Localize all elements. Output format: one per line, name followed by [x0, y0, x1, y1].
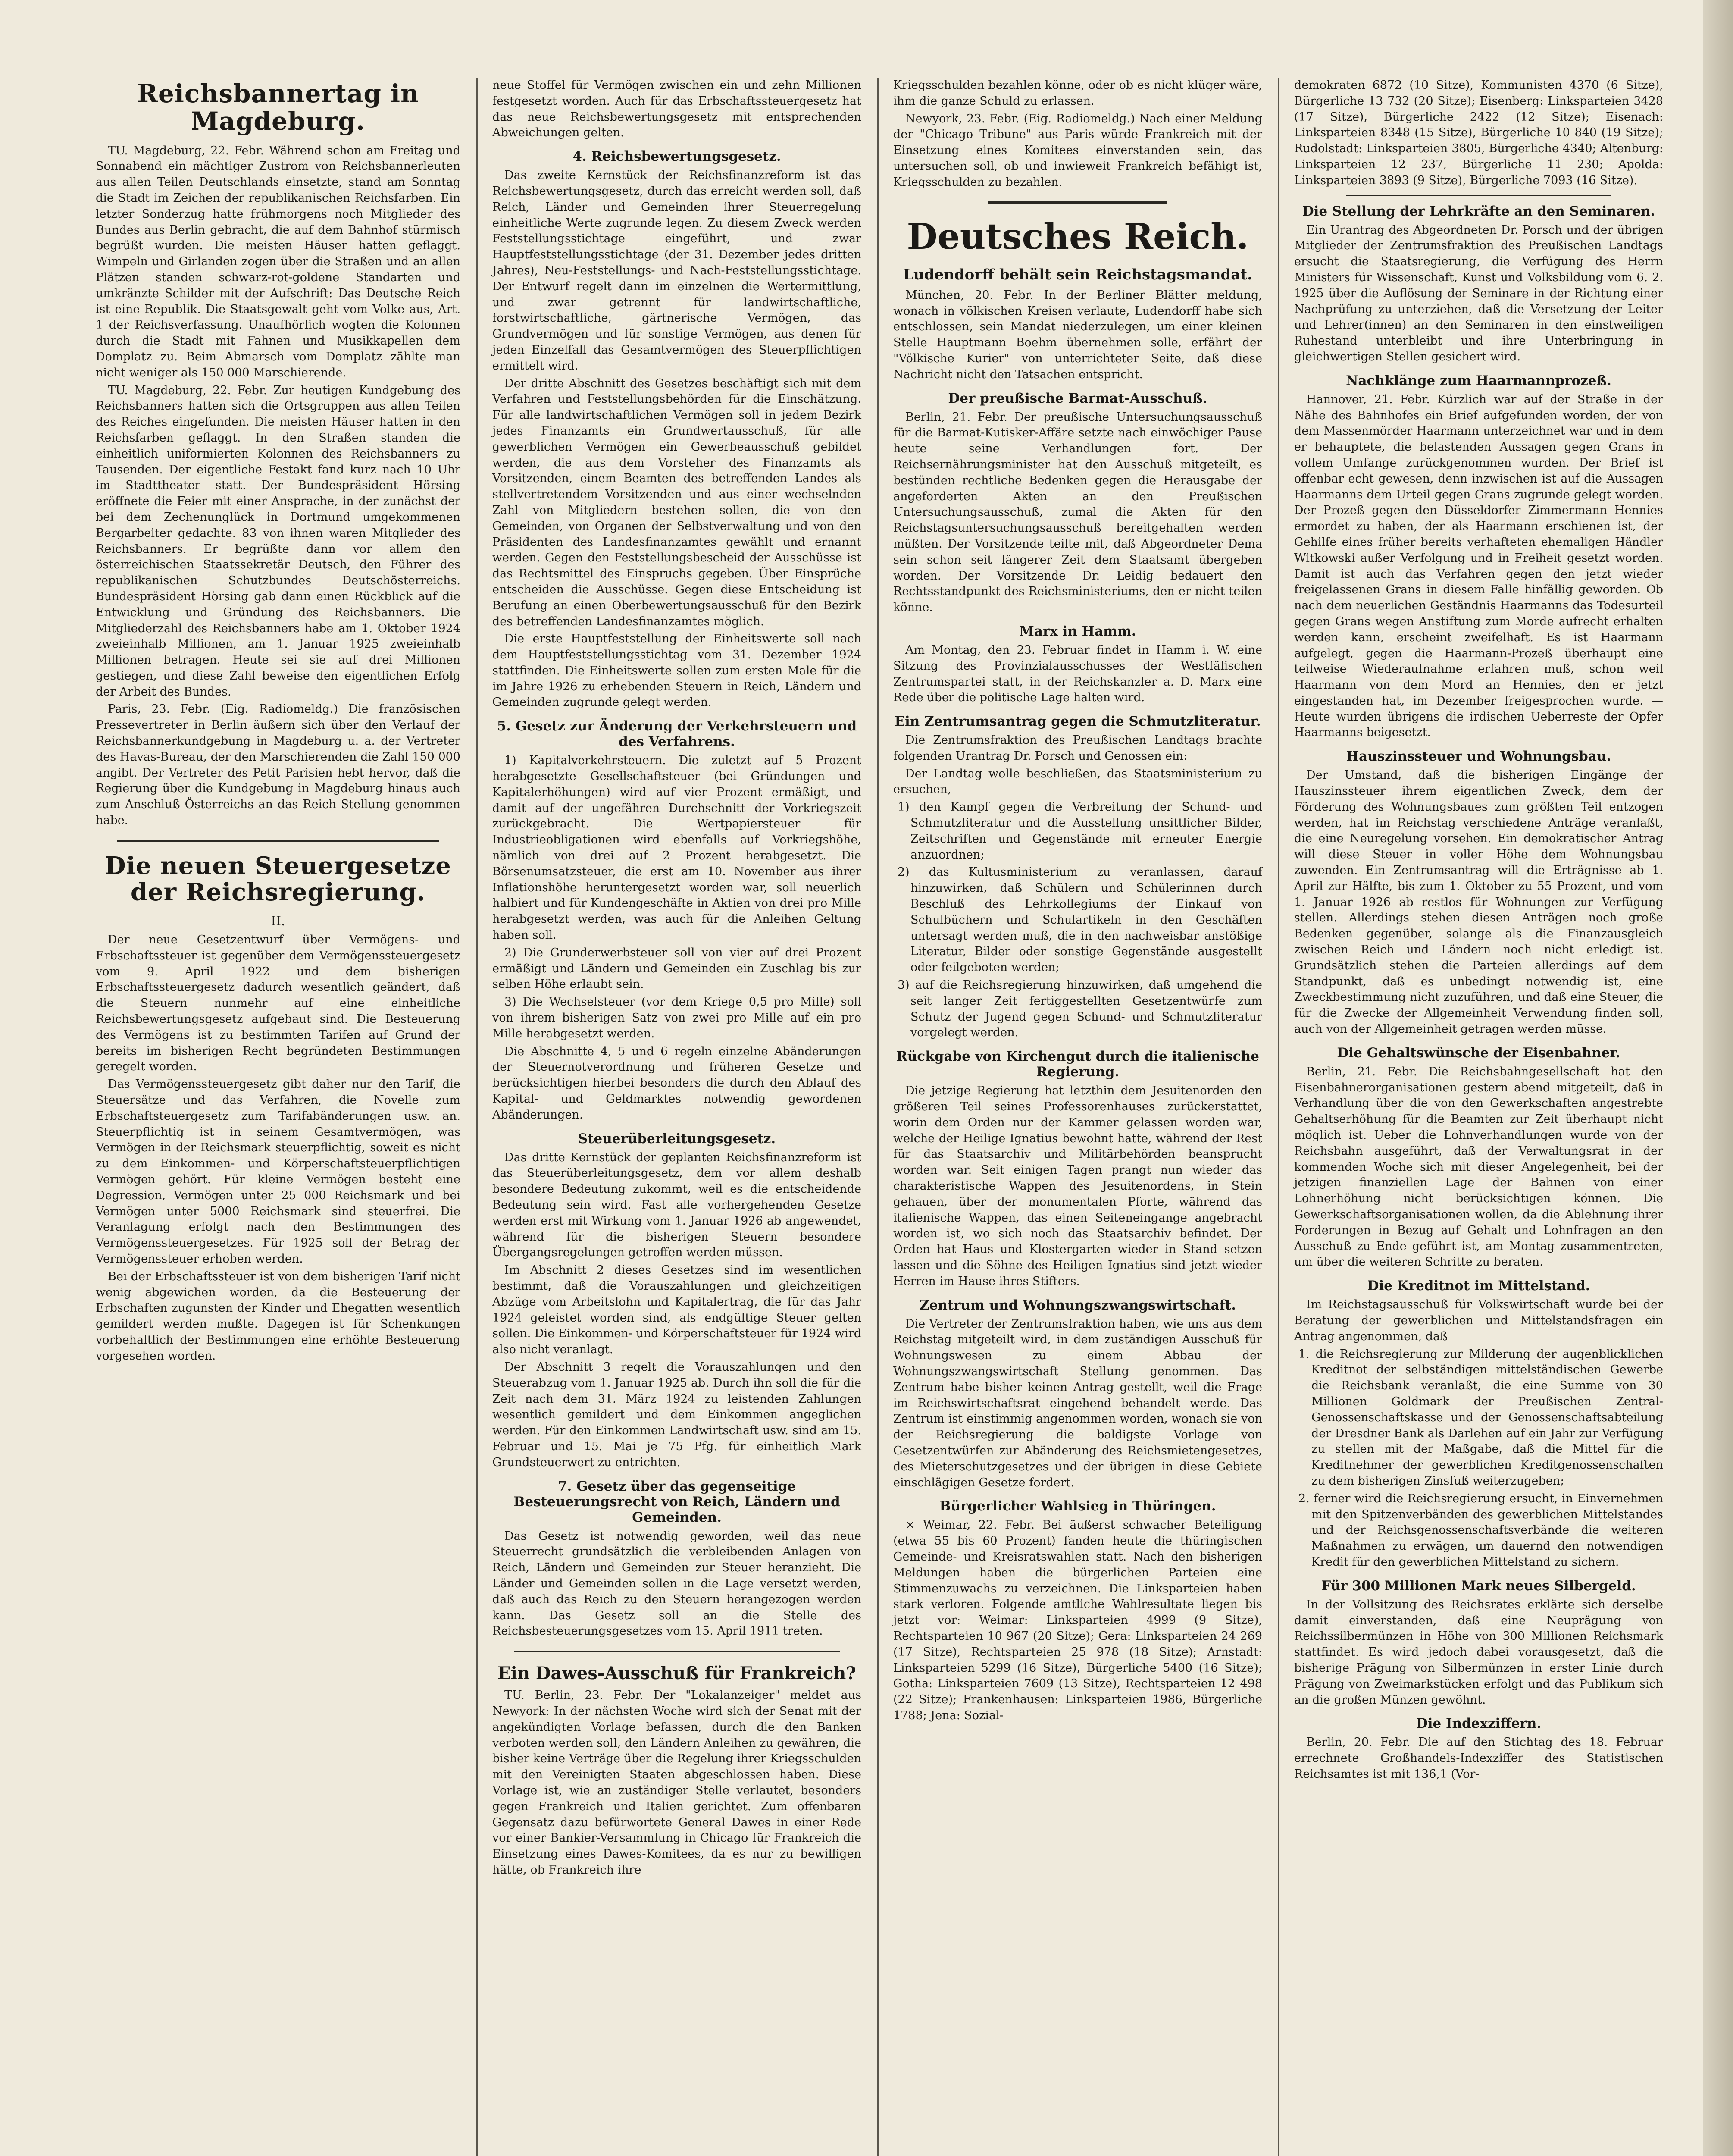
article-paragraph: Der Abschnitt 3 regelt die Vorauszahlungen und den Steuerabzug vom 1. Januar 1925 ab. Durch ihn soll die für die Zeit nach dem 31. März 1924 zu leistenden Zahlungen wesentlich gemildert und dem Einkommen angeglichen werden. Für den Einkommen Landwirtschaft usw. sind am 15. Februar und 15. Mai je 75 Pfg. für einheitlich Mark Grundsteuerwert zu entrichten. [492, 1360, 861, 1469]
section-divider [988, 201, 1167, 204]
section-heading: Nachklänge zum Haarmannprozeß. [1346, 373, 1611, 389]
section-heading: Die Gehaltswünsche der Eisenbahner. [1337, 1045, 1620, 1061]
article-headline: Ein Dawes-Ausschuß für Frankreich? [497, 1663, 856, 1684]
section-heading: 4. Reichsbewertungsgesetz. [572, 149, 781, 165]
article-paragraph: Das Gesetz ist notwendig geworden, weil das neue Steuerrecht grundsätzlich die verbleibenden Anlagen von Reich, Ländern und Gemeinden zur Steuer heranzieht. Die Länder und Gemeinden sollen in die Lage versetzt werden, daß auch das Reich zu den Steuern herangezogen werden kann. Das Gesetz soll an die Stelle des Reichsbesteuerungsgesetzes vom 15. April 1911 treten. [492, 1529, 861, 1638]
page-edge-shadow [1703, 0, 1733, 2156]
list-item: 1. die Reichsregierung zur Milderung der augenblicklichen Kreditnot der selbständigen mittelständischen Gewerbe die Reichsbank veranlaßt, die eine Summe von 30 Millionen Goldmark der Preußischen Zentral-Genossenschaftskasse und der Genossenschaftsabteilung der Dresdner Bank als Darlehen auf ein Jahr zur Verfügung zu stellen mit der Maßgabe, daß die Mittel für die Kreditnehmer der gewerblichen Kreditgenossenschaften zu dem bisherigen Zinsfuß weiterzugeben; [1298, 1347, 1663, 1488]
section-heading: Die Indexziffern. [1416, 1716, 1542, 1732]
article-paragraph: Der neue Gesetzentwurf über Vermögens- und Erbschaftssteuer ist gegenüber dem Vermögenssteuergesetz vom 9. April 1922 und dem bisherigen Erbschaftssteuergesetz dadurch wesentlich geändert, daß die Steuern nunmehr auf eine einheitliche Reichsbewertungsgesetz aufgebaut sind. Die Besteuerung des Vermögens ist zu bestimmten Tarifen auf Grund der bereits im bisherigen Recht begründeten Bestimmungen geregelt worden. [96, 933, 460, 1074]
article-paragraph: Die Zentrumsfraktion des Preußischen Landtags brachte folgenden Urantrag Dr. Porsch und Genossen ein: [893, 733, 1262, 763]
column-rule [877, 78, 879, 2156]
article-paragraph: 3) Die Wechselsteuer (vor dem Kriege 0,5 pro Mille) soll von ihrem bisherigen Satz von zwei pro Mille auf ein pro Mille herabgesetzt werden. [492, 995, 861, 1040]
section-heading: Hauszinssteuer und Wohnungsbau. [1346, 749, 1611, 765]
section-heading: Für 300 Millionen Mark neues Silbergeld. [1321, 1578, 1636, 1594]
article-paragraph: neue Stoffel für Vermögen zwischen ein und zehn Millionen festgesetzt worden. Auch für das Erbschaftssteuergesetz hat das neue Reichsbewertungsgesetz mit entsprechenden Abweichungen gelten. [492, 78, 861, 140]
article-paragraph: Die Vertreter der Zentrumsfraktion haben, wie uns aus dem Reichstag mitgeteilt wird, in dem zuständigen Ausschuß für Wohnungswesen zu einem Abbau der Wohnungszwangswirtschaft Stellung genommen. Das Zentrum habe bisher keinen Antrag gestellt, weil die Frage im Reichswirtschaftsrat eingehend behandelt werde. Das Zentrum ist einstimmig angenommen worden, wonach sie von der Reichsregierung die baldigste Vorlage von Gesetzentwürfen zur Abänderung des Reichsmietengesetzes, des Mieterschutzgesetzes und der übrigen in diese Gebiete einschlägigen Gesetze fordert. [893, 1317, 1262, 1489]
section-heading: Zentrum und Wohnungszwangswirtschaft. [919, 1297, 1236, 1313]
article-paragraph: Am Montag, den 23. Februar findet in Hamm i. W. eine Sitzung des Provinzialausschusses der Westfälischen Zentrumspartei statt, in der Reichskanzler a. D. Marx eine Rede über die politische Lage halten wird. [893, 643, 1262, 705]
column-3 [884, 78, 1272, 2156]
article-headline: Die neuen Steuergesetze der Reichsregierung. [105, 851, 451, 907]
article-paragraph: Hannover, 21. Febr. Kürzlich war auf der Straße in der Nähe des Bahnhofes ein Brief aufgefunden worden, der von dem Massenmörder Haarmann unterzeichnet war und in dem er behauptete, die belastenden Aussagen gegen Grans in vollem Umfange zurückgenommen wurden. Der Brief ist offenbar echt gewesen, denn inzwischen ist auf die Aussagen Haarmanns dem Urteil gegen Grans zugrunde gelegt worden. Der Prozeß gegen den Düsseldorfer Zimmermann Hennies ermordet zu haben, der als Haarmann erschienen ist, der Gehilfe eines früher bereits verhafteten ehemaligen Händler Witkowski außer Verfolgung und in Freiheit gesetzt worden. Damit ist auch das Verfahren gegen den jetzt wieder freigelassenen Grans in diesem Falle hinfällig geworden. Ob nach dem neuerlichen Geständnis Haarmanns das Todesurteil gegen Grans wegen Anstiftung zum Morde aufrecht erhalten werden kann, erscheint zweifelhaft. Es ist Haarmann aufgelegt, gegen die Haarmann-Prozeß überhaupt eine teilweise Wiederaufnahme erfahren muß, schon weil Haarmann von dem Mord an Hennies, den er jetzt eingestanden hat, im Dezember freigesprochen wurde. — Heute wurden übrigens die irdischen Ueberreste der Opfer Haarmanns beigesetzt. [1294, 392, 1663, 740]
motion-list [893, 799, 1262, 1041]
section-heading: 5. Gesetz zur Änderung der Verkehrsteuern und des Verfahrens. [497, 718, 857, 750]
section-heading: Rückgabe von Kirchengut durch die italienische Regierung. [896, 1049, 1259, 1080]
list-item: 2) das Kultusministerium zu veranlassen, darauf hinzuwirken, daß Schülern und Schülerinnen durch Beschluß des Lehrkollegiums der Einkauf von Schulbüchern und Schulartikeln in den Geschäften untersagt werden muß, die in den nachweisbar anstößige Literatur, Bilder oder sonstige Gegenstände ausgestellt oder feilgeboten werden; [898, 865, 1262, 975]
part-number: II. [271, 914, 285, 929]
section-heading: Steuerüberleitungsgesetz. [578, 1131, 776, 1147]
article-paragraph: Das dritte Kernstück der geplanten Reichsfinanzreform ist das Steuerüberleitungsgesetz, dem vor allem deshalb besondere Bedeutung zukommt, weil es die entscheidende Bedeutung sein wird. Fast alle vorhergehenden Gesetze werden erst mit Wirkung vom 1. Januar 1926 ab angewendet, während für die bisherigen Steuern besondere Übergangsregelungen getroffen werden müssen. [492, 1150, 861, 1260]
article-paragraph: demokraten 6872 (10 Sitze), Kommunisten 4370 (6 Sitze), Bürgerliche 13 732 (20 Sitze); Eisenberg: Linksparteien 3428 (17 Sitze), Bürgerliche 2422 (12 Sitze); Eisenach: Linksparteien 8348 (15 Sitze), Bürgerliche 10 840 (19 Sitze); Rudolstadt: Linksparteien 3805, Bürgerliche 4340; Altenburg: Linksparteien 12 237, Bürgerliche 11 230; Apolda: Linksparteien 3893 (9 Sitze), Bürgerliche 7093 (16 Sitze). [1294, 78, 1663, 187]
section-heading: Der preußische Barmat-Ausschuß. [948, 390, 1207, 406]
section-masthead: Deutsches Reich. [907, 216, 1249, 257]
section-heading: Die Kreditnot im Mittelstand. [1367, 1278, 1590, 1294]
article-paragraph: Berlin, 21. Febr. Der preußische Untersuchungsausschuß für die Barmat-Kutisker-Affäre setzte nach einwöchiger Pause heute seine Verhandlungen fort. Der Reichsernährungsminister hat den Ausschuß mitgeteilt, es bestünden rechtliche Bedenken gegen die Herausgabe der angeforderten Akten an den Preußischen Untersuchungsausschuß, zumal die Akten für den Reichstagsuntersuchungsausschuß bereitgehalten werden müßten. Der Vorsitzende teilte mit, daß Abgeordneter Dema sein schon seit längerer Zeit dem Staatsamt übergeben worden. Der Vorsitzende Dr. Leidig bedauert den Rechtsstandpunkt des Reichsministeriums, den er nicht teilen könne. [893, 410, 1262, 614]
article-paragraph: TU. Magdeburg, 22. Febr. Zur heutigen Kundgebung des Reichsbanners hatten sich die Ortsgruppen aus allen Teilen des Reiches eingefunden. Die meisten Häuser hatten in den Reichsfarben geflaggt. In den Straßen standen die einheitlich uniformierten Kolonnen des Reichsbanners zu Tausenden. Der eigentliche Festakt fand kurz nach 10 Uhr im Stadttheater statt. Der Bundespräsident Hörsing eröffnete die Feier mit einer Ansprache, in der zunächst der bei dem Zechenunglück in Dortmund umgekommenen Bergarbeiter gedachte. 83 von ihnen waren Mitglieder des Reichsbanners. Er begrüßte dann vor allem den österreichischen Staatssekretär Deutsch, den Führer des republikanischen Schutzbundes Deutschösterreichs. Bundespräsident Hörsing gab dann einen Rückblick auf die Entwicklung und Gründung des Reichsbanners. Die Mitgliederzahl des Reichsbanners habe am 1. Oktober 1924 zweieinhalb Millionen, am 1. Januar 1925 zweieinhalb Millionen betragen. Heute sei sie auf drei Millionen gestiegen, und diese Zahl beweise den eigentlichen Erfolg der Arbeit des Bundes. [96, 383, 460, 699]
column-2 [483, 78, 871, 2156]
article-paragraph: Newyork, 23. Febr. (Eig. Radiomeldg.) Nach einer Meldung der "Chicago Tribune" aus Paris würde Frankreich mit der Einsetzung eines Komitees einverstanden sein, das untersuchen soll, ob und inwieweit Frankreich befähigt ist, Kriegsschulden zu bezahlen. [893, 112, 1262, 189]
article-headline: Ludendorff behält sein Reichstagsmandat. [903, 266, 1252, 283]
article-paragraph: Kriegsschulden bezahlen könne, oder ob es nicht klüger wäre, ihm die ganze Schuld zu erlassen. [893, 78, 1262, 108]
section-divider [117, 840, 439, 842]
article-paragraph: Paris, 23. Febr. (Eig. Radiomeldg.) Die französischen Pressevertreter in Berlin äußern sich über den Verlauf der Reichsbannerkundgebung in Magdeburg u. a. der Vertreter des Havas-Bureau, der den Marschierenden die Zahl 150 000 angibt. Der Vertreter des Petit Parisien hebt hervor, daß die Regierung über die Kundgebung in Magdeburg hinaus auch zum Anschluß Österreichs an das Reich Stellung genommen habe. [96, 702, 460, 827]
article-paragraph: Das Vermögenssteuergesetz gibt daher nur den Tarif, die Steuersätze und das Verfahren, die Novelle zum Erbschaftsteuergesetz zum Tarifabänderungen usw. an. Steuerpflichtig ist in seinem Gesamtvermögen, was Vermögen in der Reichsmark steuerpflichtig, soweit es nicht zu dem Einkommen- und Körperschaftsteuerpflichtigen Vermögen gehört. Für kleine Vermögen besteht eine Degression, Vermögen unter 25 000 Reichsmark und bei Vermögen unter 5000 Reichsmark sind steuerfrei. Die Veranlagung erfolgt nach den Bestimmungen des Vermögenssteuergesetzes. Für 1925 soll der Betrag der Vermögenssteuer erhoben werden. [96, 1078, 460, 1266]
column-1 [86, 78, 470, 2156]
motion-list [1294, 1347, 1663, 1570]
article-paragraph: München, 20. Febr. In der Berliner Blätter meldung, wonach in völkischen Kreisen verlaute, Ludendorff habe sich entschlossen, sein Mandat niederzulegen, um einer kleinen Stelle Hauptmann Boehm übernehmen solle, erfährt der "Völkische Kurier" von unterrichteter Seite, daß diese Nachricht nicht den Tatsachen entspricht. [893, 288, 1262, 381]
article-paragraph: Bei der Erbschaftssteuer ist von dem bisherigen Tarif nicht wenig abgewichen worden, da die Besteuerung der Erbschaften zugunsten der Kinder und Ehegatten wesentlich gemildert werden mußte. Dagegen ist für Schenkungen vorbehaltlich der Bestimmungen eine erhöhte Besteuerung vorgesehen worden. [96, 1269, 460, 1363]
article-paragraph: × Weimar, 22. Febr. Bei äußerst schwacher Beteiligung (etwa 55 bis 60 Prozent) fanden heute die thüringischen Gemeinde- und Kreisratswahlen statt. Nach den bisherigen Meldungen haben die bürgerlichen Parteien eine Stimmenzuwachs zu verzeichnen. Die Linksparteien haben stark verloren. Folgende amtliche Wahlresultate liegen bis jetzt vor: Weimar: Linksparteien 4999 (9 Sitze), Rechtsparteien 10 967 (20 Sitze); Gera: Linksparteien 24 269 (17 Sitze), Rechtsparteien 25 978 (18 Sitze); Arnstadt: Linksparteien 5299 (16 Sitze), Bürgerliche 5400 (16 Sitze); Gotha: Linksparteien 7609 (13 Sitze), Rechtsparteien 12 498 (22 Sitze); Frankenhausen: Linksparteien 1986, Bürgerliche 1788; Jena: Sozial- [893, 1518, 1262, 1722]
article-paragraph: Die jetzige Regierung hat letzthin dem Jesuitenorden den größeren Teil seines Professorenhauses zurückerstattet, worin dem Orden nur der Kammer gelassen worden war, welche der Heilige Ignatius bewohnt hatte, während der Rest für das Staatsarchiv und Militärbehörden beansprucht worden war. Seit einigen Tagen prangt nun wieder das charakteristische Wappen des Jesuitenordens, in Stein gehauen, über der monumentalen Pforte, während das italienische Wappen, das einen Seiteneingange angebracht worden ist, wo sich noch das Staatsarchiv befindet. Der Orden hat Haus und Klostergarten wieder in Stand setzen lassen und die Söhne des Heiligen Ignatius sind jetzt wieder Herren im Hause ihres Stifters. [893, 1084, 1262, 1288]
article-paragraph: 2) Die Grunderwerbsteuer soll von vier auf drei Prozent ermäßigt und Ländern und Gemeinden ein Zuschlag bis zur selben Höhe erlaubt sein. [492, 946, 861, 991]
article-paragraph: TU. Berlin, 23. Febr. Der "Lokalanzeiger" meldet aus Newyork: In der nächsten Woche wird sich der Senat mit der angekündigten Vorlage befassen, durch die den Banken verboten werden soll, den Ländern Anleihen zu gewähren, die bisher keine Verträge über die Regelung ihrer Kriegsschulden mit den Vereinigten Staaten abgeschlossen haben. Diese Vorlage ist, wie an zuständiger Stelle verlautet, besonders gegen Frankreich und Italien gerichtet. Zum offenbaren Gegensatz dazu befürwortete General Dawes in einer Rede vor einer Bankier-Versammlung in Chicago für Frankreich die Einsetzung eines Dawes-Komitees, da es nur zu bewilligen hätte, ob Frankreich ihre [492, 1689, 861, 1877]
article-paragraph: Die Abschnitte 4, 5 und 6 regeln einzelne Abänderungen der Steuernotverordnung und früheren Gesetze und berücksichtigen hierbei besonders die durch den Ablauf des Kapital- und Geldmarktes notwendig gewordenen Abänderungen. [492, 1044, 861, 1122]
article-paragraph: Das zweite Kernstück der Reichsfinanzreform ist das Reichsbewertungsgesetz, durch das erreicht werden soll, daß Reich, Länder und Gemeinden ihrer Steuerregelung einheitliche Werte zugrunde legen. Zu diesem Zweck werden Feststellungsstichtage eingeführt, und zwar Hauptfeststellungsstichtage (der 31. Dezember jedes dritten Jahres), Neu-Feststellungs- und Nach-Feststellungsstichtage. Der Entwurf regelt dann im einzelnen die Wertermittlung, und zwar getrennt für landwirtschaftliche, forstwirtschaftliche, gärtnerische Vermögen, das Grundvermögen und für sonstige Vermögen, aus denen für jeden Einzelfall das Gesamtvermögen des Steuerpflichtigen ermittelt wird. [492, 169, 861, 373]
section-heading: Marx in Hamm. [1019, 623, 1136, 639]
article-paragraph: Berlin, 21. Febr. Die Reichsbahngesellschaft hat den Eisenbahnerorganisationen gestern abend mitgeteilt, daß in Verhandlung über die von den Gewerkschaften angestrebte Gehaltserhöhung für die Beamten zur Zeit überhaupt nicht möglich ist. Ueber die Lohnverhandlungen wurde von der Reichsbahn ausgeführt, daß der Verwaltungsrat in der kommenden Woche sich mit dieser Angelegenheit, bei der jetzigen finanziellen Lage der Bahnen von einer Lohnerhöhung nicht berücksichtigen können. Die Gewerkschaftsorganisationen wollen, da die Ablehnung ihrer Forderungen in Bezug auf Gehalt und Lohnfragen an den Ausschuß zu Ende geführt ist, am Montag zusammentreten, um über die weiteren Schritte zu beraten. [1294, 1065, 1663, 1269]
article-paragraph: TU. Magdeburg, 22. Febr. Während schon am Freitag und Sonnabend ein mächtiger Zustrom von Reichsbannerleuten aus allen Teilen Deutschlands einsetzte, stand am Sonntag die Stadt im Zeichen der republikanischen Reichsfarben. Ein letzter Sonderzug hatte frühmorgens noch Mitglieder des Bundes aus Berlin gebracht, die auf dem Bahnhof stürmisch begrüßt wurden. Die meisten Häuser hatten geflaggt. Wimpeln und Girlanden zogen über die Straßen und an allen Plätzen standen schwarz-rot-goldene Standarten und umkränzte Schilder mit der Aufschrift: Das Deutsche Reich ist eine Republik. Die Staatsgewalt geht vom Volke aus, Art. 1 der Reichsverfassung. Unaufhörlich wogten die Kolonnen durch die Stadt mit Fahnen und Musikkapellen dem Domplatz zu. Beim Abmarsch vom Domplatz zählte man nicht weniger als 150 000 Marschierende. [96, 144, 460, 379]
list-item: 2. ferner wird die Reichsregierung ersucht, in Einvernehmen mit den Spitzenverbänden des gewerblichen Mittelstandes und der Reichsgenossenschaftsverbände die weiteren Maßnahmen zu erwägen, um dauernd den notwendigen Kredit für den gewerblichen Mittelstand zu sichern. [1298, 1492, 1663, 1569]
article-paragraph: Der Landtag wolle beschließen, das Staatsministerium zu ersuchen, [893, 767, 1262, 796]
article-paragraph: Ein Urantrag des Abgeordneten Dr. Porsch und der übrigen Mitglieder der Zentrumsfraktion des Preußischen Landtags ersucht die Staatsregierung, die Verfügung des Herrn Ministers für Wissenschaft, Kunst und Volksbildung vom 6. 2. 1925 über die Auflösung der Seminare in der Richtung einer Nachprüfung zu unterziehen, daß die Versetzung der Leiter und Lehrer(innen) an den Seminaren in den einstweiligen Ruhestand unterbleibt und ihre Unterbringung in gleichwertigen Stellen gesichert wird. [1294, 223, 1663, 364]
section-heading: 7. Gesetz über das gegenseitige Besteuerungsrecht von Reich, Ländern und Gemeinden. [513, 1478, 840, 1525]
article-paragraph: In der Vollsitzung des Reichsrates erklärte sich derselbe damit einverstanden, daß eine Neuprägung von Reichssilbermünzen in Höhe von 300 Millionen Reichsmark stattfindet. Es wird jedoch dabei vorausgesetzt, daß die bisherige Prägung von Silbermünzen in erster Linie durch Prägung von Zweimarkstücken erfolgt und das Publikum sich an die großen Münzen gewöhnt. [1294, 1598, 1663, 1707]
column-rule [1278, 78, 1279, 2156]
section-heading: Ein Zentrumsantrag gegen die Schmutzliteratur. [895, 714, 1261, 730]
article-headline: Reichsbannertag in Magdeburg. [137, 79, 419, 136]
article-paragraph: Im Reichstagsausschuß für Volkswirtschaft wurde bei der Beratung der gewerblichen und Mittelstandsfragen ein Antrag angenommen, daß [1294, 1298, 1663, 1343]
section-heading: Die Stellung der Lehrkräfte an den Seminaren. [1302, 203, 1655, 219]
column-4 [1285, 78, 1673, 2156]
article-paragraph: Der dritte Abschnitt des Gesetzes beschäftigt sich mit dem Verfahren und Feststellungsbehörden für die Einschätzung. Für alle landwirtschaftlichen Vermögen soll in jedem Bezirk jedes Finanzamts ein Grundwertausschuß, für alle gewerblichen Vermögen ein Gewerbeausschuß gebildet werden, die aus dem Vorsteher des Finanzamts als Vorsitzenden, einem Beamten des betreffenden Landes als stellvertretendem Vorsitzenden und aus einer wechselnden Zahl von Mitgliedern bestehen sollen, die von den Gemeinden, von Organen der Selbstverwaltung und von den Präsidenten des Landesfinanzamtes gewählt und ernannt werden. Gegen den Feststellungsbescheid der Ausschüsse ist das Rechtsmittel des Einspruchs gegeben. Über Einsprüche entscheiden die Ausschüsse. Gegen diese Entscheidung ist Berufung an einen Oberbewertungsausschuß für den Bezirk des betreffenden Landesfinanzamtes möglich. [492, 376, 861, 628]
article-paragraph: Der Umstand, daß die bisherigen Eingänge der Hauszinssteuer ihrem eigentlichen Zweck, dem der Förderung des Wohnungsbaues zum größten Teil entzogen werden, hat im Reichstag verschiedene Anträge veranlaßt, die eine Neuregelung vorsehen. Ein demokratischer Antrag will diese Steuer in voller Höhe dem Wohnungsbau zuwenden. Ein Zentrumsantrag will die Erträgnisse ab 1. April zur Hälfte, bis zum 1. Oktober zu 55 Prozent, und vom 1. Januar 1926 ab restlos für Wohnungen zur Verfügung stellen. Allerdings stehen diesen Anträgen noch große Bedenken gegenüber, solange als die Finanzausgleich zwischen Reich und Ländern noch nicht erledigt ist. Grundsätzlich stehen die Parteien allerdings auf dem Standpunkt, daß es unbedingt notwendig ist, eine Zweckbestimmung nicht zuzuführen, und daß eine Steuer, die für die Zwecke der Allgemeinheit Verwendung finden soll, auch von der Allgemeinheit getragen werden müsse. [1294, 768, 1663, 1036]
page-columns [86, 78, 1673, 2156]
section-divider [1346, 195, 1611, 196]
list-item: 1) den Kampf gegen die Verbreitung der Schund- und Schmutzliteratur und die Ausstellung unsittlicher Bilder, Zeitschriften und Gegenstände mit erneuter Energie anzuordnen; [898, 800, 1262, 862]
article-paragraph: Berlin, 20. Febr. Die auf den Stichtag des 18. Februar errechnete Großhandels-Indexziffer des Statistischen Reichsamtes ist mit 136,1 (Vor- [1294, 1736, 1663, 1781]
list-item: 3) auf die Reichsregierung hinzuwirken, daß umgehend die seit langer Zeit fertiggestellten Gesetzentwürfe zum Schutz der Jugend gegen Schund- und Schmutzliteratur vorgelegt werden. [898, 978, 1262, 1040]
column-rule [476, 78, 478, 2156]
section-heading: Bürgerlicher Wahlsieg in Thüringen. [939, 1498, 1216, 1514]
article-paragraph: 1) Kapitalverkehrsteuern. Die zuletzt auf 5 Prozent herabgesetzte Gesellschaftsteuer (bei Gründungen und Kapitalerhöhungen) wird auf vier Prozent ermäßigt, und damit auf der ungefähren Durchschnitt der Vorkriegszeit zurückgebracht. Die Wertpapiersteuer für Industrieobligationen wird ebenfalls auf Vorkriegshöhe, nämlich von drei auf 2 Prozent herabgesetzt. Die Börsenumsatzsteuer, die erst am 10. November aus ihrer Inflationshöhe heruntergesetzt worden war, soll neuerlich halbiert und für Kundengeschäfte in Aktien von drei pro Mille herabgesetzt werden, was auch für die Anleihen Geltung haben soll. [492, 754, 861, 942]
section-divider [514, 1651, 840, 1652]
article-paragraph: Im Abschnitt 2 dieses Gesetzes sind im wesentlichen bestimmt, daß die Vorauszahlungen und gleichzeitigen Abzüge vom Arbeitslohn und Kapitalertrag, die für das Jahr 1924 geleistet worden sind, als endgültige Steuer gelten sollen. Die Einkommen- und Körperschaftsteuer für 1924 wird also nicht veranlagt. [492, 1263, 861, 1357]
article-paragraph: Die erste Hauptfeststellung der Einheitswerte soll nach dem Hauptfeststellungsstichtag vom 31. Dezember 1924 stattfinden. Die Einheitswerte sollen zum ersten Male für die im Jahre 1926 zu erhebenden Steuern in Reich, Ländern und Gemeinden zugrunde gelegt werden. [492, 632, 861, 709]
